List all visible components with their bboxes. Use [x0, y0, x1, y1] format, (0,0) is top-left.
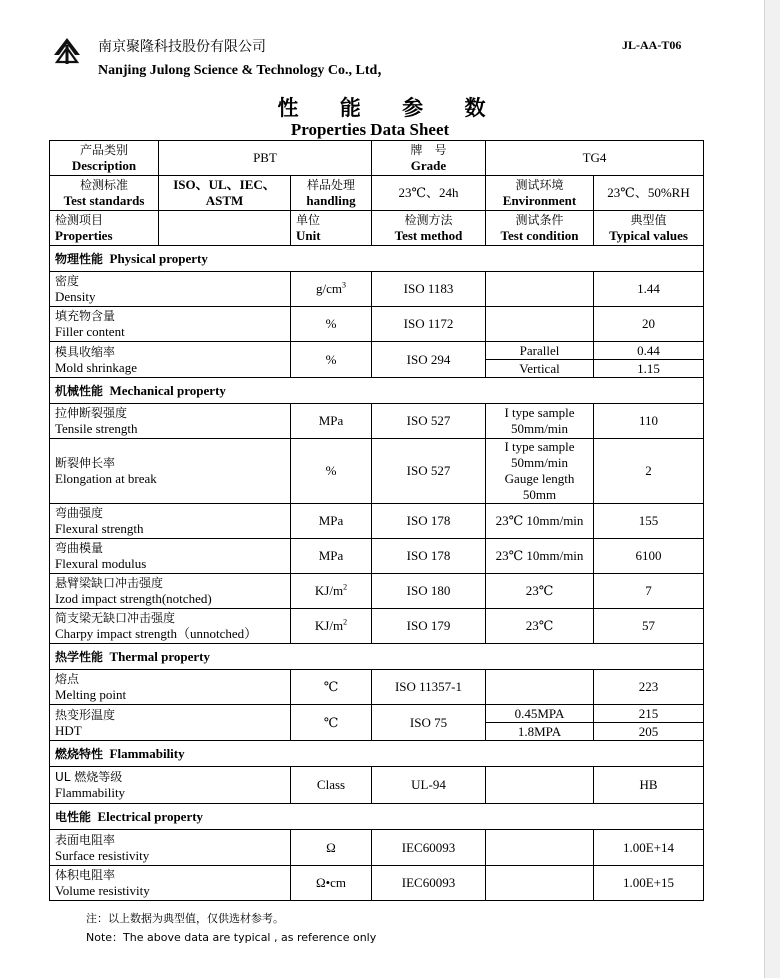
section-thermal-cn: 热学性能 — [55, 649, 104, 664]
table-row-tensile — [50, 404, 704, 439]
hdt-condition-18: 1.8MPA — [486, 723, 594, 741]
standards-value-line1: ISO、UL、IEC、 — [173, 177, 276, 192]
standards-label-en: Test standards — [63, 193, 145, 208]
col-method-en: Test method — [394, 228, 463, 243]
col-condition-en: Test condition — [500, 228, 579, 243]
col-properties-en: Properties — [55, 228, 113, 243]
document-code: JL-AA-T06 — [622, 38, 682, 52]
shrinkage-value-vertical: 1.15 — [594, 360, 704, 378]
volume-res-unit: Ω•cm — [291, 866, 372, 901]
col-condition-cn: 测试条件 — [515, 213, 564, 227]
density-name-cn: 密度 — [55, 274, 80, 288]
section-electrical-en: Electrical property — [97, 808, 204, 824]
grade-value: TG4 — [486, 141, 704, 176]
tensile-condition-line2: 50mm/min — [510, 421, 569, 436]
standards-label-cn: 检测标准 — [79, 178, 128, 192]
tensile-name-cn: 拉伸断裂强度 — [55, 406, 128, 420]
section-flammability — [50, 741, 704, 767]
description-value: PBT — [159, 141, 372, 176]
handling-label-en: handling — [306, 193, 356, 208]
table-row-elongation — [50, 439, 704, 504]
charpy-unit-sup: 2 — [343, 617, 348, 627]
elongation-value: 2 — [594, 439, 704, 504]
surface-res-value: 1.00E+14 — [594, 830, 704, 866]
table-row-melting — [50, 670, 704, 705]
surface-res-name-en: Surface resistivity — [55, 847, 150, 863]
flex-modulus-unit: MPa — [291, 539, 372, 574]
hdt-name-en: HDT — [55, 722, 82, 738]
flex-modulus-value: 6100 — [594, 539, 704, 574]
elongation-condition-line3: Gauge length 50mm — [504, 471, 575, 502]
filler-name-en: Filler content — [55, 324, 125, 339]
shrinkage-condition-vertical: Vertical — [486, 360, 594, 378]
filler-name-cn: 填充物含量 — [55, 309, 116, 323]
col-typical-en: Typical values — [609, 228, 688, 243]
section-mechanical-en: Mechanical property — [109, 382, 226, 398]
flex-strength-unit: MPa — [291, 504, 372, 539]
standards-value-line2: ASTM — [205, 193, 244, 208]
izod-unit-text: KJ/m — [314, 583, 344, 598]
elongation-unit: % — [291, 439, 372, 504]
tensile-value: 110 — [594, 404, 704, 439]
surface-res-condition — [486, 830, 594, 866]
elongation-method: ISO 527 — [372, 439, 486, 504]
surface-res-method: IEC60093 — [372, 830, 486, 866]
flex-strength-name-cn: 弯曲强度 — [55, 506, 104, 520]
izod-value: 7 — [594, 574, 704, 609]
filler-unit: % — [291, 307, 372, 342]
ul-method: UL-94 — [372, 767, 486, 804]
info-row-description — [50, 141, 704, 176]
environment-value: 23℃、50%RH — [594, 176, 704, 211]
tensile-unit: MPa — [291, 404, 372, 439]
density-value: 1.44 — [594, 272, 704, 307]
col-typical-cn: 典型值 — [630, 213, 667, 227]
title-en: Properties Data Sheet — [290, 120, 450, 139]
charpy-name-en: Charpy impact strength（unnotched） — [55, 626, 258, 641]
hdt-value-18: 205 — [594, 723, 704, 741]
density-method: ISO 1183 — [372, 272, 486, 307]
tensile-name-en: Tensile strength — [55, 421, 138, 436]
melting-unit: ℃ — [291, 670, 372, 705]
ul-name-cn: UL 燃烧等级 — [55, 770, 123, 784]
title-cn: 性 能 参 数 — [277, 96, 503, 120]
density-name-en: Density — [55, 289, 96, 304]
section-mechanical-cn: 机械性能 — [55, 383, 104, 398]
flex-modulus-name-cn: 弯曲模量 — [55, 541, 104, 555]
section-physical-cn: 物理性能 — [55, 251, 104, 266]
table-row-density — [50, 272, 704, 307]
col-properties-cn: 检测项目 — [55, 213, 104, 227]
ul-value: HB — [594, 767, 704, 804]
density-condition — [486, 272, 594, 307]
melting-value: 223 — [594, 670, 704, 705]
section-electrical — [50, 804, 704, 830]
ul-name-en: Flammability — [55, 785, 126, 800]
izod-name-cn: 悬臂梁缺口冲击强度 — [55, 576, 164, 590]
col-method-cn: 检测方法 — [404, 213, 453, 227]
handling-value: 23℃、24h — [372, 176, 486, 211]
filler-condition — [486, 307, 594, 342]
table-row-flex-modulus — [50, 539, 704, 574]
col-unit-en: Unit — [296, 228, 321, 243]
col-unit-cn: 单位 — [296, 213, 321, 227]
section-physical — [50, 246, 704, 272]
shrinkage-name-en: Mold shrinkage — [55, 359, 137, 375]
ul-unit: Class — [291, 767, 372, 804]
flex-strength-condition: 23℃ 10mm/min — [486, 504, 594, 539]
handling-label-cn: 样品处理 — [306, 178, 355, 192]
section-mechanical — [50, 378, 704, 404]
table-row-filler — [50, 307, 704, 342]
company-name-en: Nanjing Julong Science & Technology Co., Ltd， — [98, 63, 392, 78]
melting-condition — [486, 670, 594, 705]
hdt-condition-045: 0.45MPA — [486, 705, 594, 723]
table-row-hdt — [50, 705, 704, 723]
note-cn: 注：以上数据为典型值，仅供选材参考。 — [86, 912, 284, 925]
melting-method: ISO 11357-1 — [372, 670, 486, 705]
description-label-cn: 产品类别 — [79, 143, 128, 157]
flex-strength-name-en: Flexural strength — [55, 521, 144, 536]
page-edge — [764, 0, 780, 978]
filler-value: 20 — [594, 307, 704, 342]
surface-res-name-cn: 表面电阻率 — [55, 832, 116, 847]
table-row-shrinkage — [50, 342, 704, 360]
charpy-unit-text: KJ/m — [314, 618, 344, 633]
tensile-condition-line1: I type sample — [504, 405, 575, 420]
izod-method: ISO 180 — [372, 574, 486, 609]
volume-res-value: 1.00E+15 — [594, 866, 704, 901]
izod-unit-sup: 2 — [343, 582, 348, 592]
table-row-volume-resistivity — [50, 866, 704, 901]
table-row-charpy — [50, 609, 704, 644]
hdt-unit: ℃ — [291, 705, 372, 741]
flex-modulus-method: ISO 178 — [372, 539, 486, 574]
grade-label-cn: 牌 号 — [410, 143, 447, 157]
charpy-method: ISO 179 — [372, 609, 486, 644]
shrinkage-method: ISO 294 — [372, 342, 486, 378]
shrinkage-name-cn: 模具收缩率 — [55, 344, 116, 359]
charpy-unit — [291, 609, 372, 644]
section-flammability-cn: 燃烧特性 — [55, 746, 104, 761]
shrinkage-unit: % — [291, 342, 372, 378]
volume-res-method: IEC60093 — [372, 866, 486, 901]
charpy-name-cn: 简支梁无缺口冲击强度 — [55, 611, 176, 625]
environment-label-cn: 测试环境 — [515, 178, 564, 192]
elongation-condition-line2: 50mm/min — [510, 455, 569, 470]
company-name-cn: 南京聚隆科技股份有限公司 — [98, 39, 266, 55]
density-unit-sup: 3 — [342, 280, 346, 290]
tensile-method: ISO 527 — [372, 404, 486, 439]
izod-name-en: Izod impact strength(notched) — [55, 591, 212, 606]
grade-label-en: Grade — [410, 158, 447, 173]
table-row-ul — [50, 767, 704, 804]
shrinkage-condition-parallel: Parallel — [486, 342, 594, 360]
filler-method: ISO 1172 — [372, 307, 486, 342]
volume-res-name-cn: 体积电阻率 — [55, 868, 116, 882]
flex-strength-method: ISO 178 — [372, 504, 486, 539]
melting-name-en: Melting point — [55, 687, 127, 702]
density-unit — [291, 272, 372, 307]
ul-condition — [486, 767, 594, 804]
properties-table — [49, 140, 704, 901]
charpy-condition: 23℃ — [486, 609, 594, 644]
elongation-condition-line1: I type sample — [504, 439, 575, 454]
elongation-name-cn: 断裂伸长率 — [55, 456, 116, 470]
table-row-surface-resistivity — [50, 830, 704, 866]
section-physical-en: Physical property — [109, 250, 208, 266]
section-electrical-cn: 电性能 — [55, 809, 92, 824]
charpy-value: 57 — [594, 609, 704, 644]
shrinkage-value-parallel: 0.44 — [594, 342, 704, 360]
table-row-izod — [50, 574, 704, 609]
density-unit-text: g/cm — [316, 281, 342, 296]
environment-label-en: Environment — [502, 193, 577, 208]
hdt-method: ISO 75 — [372, 705, 486, 741]
flex-strength-value: 155 — [594, 504, 704, 539]
section-flammability-en: Flammability — [109, 745, 185, 761]
volume-res-condition — [486, 866, 594, 901]
surface-res-unit: Ω — [291, 830, 372, 866]
note-en: Note：The above data are typical , as reference only — [86, 931, 377, 944]
flex-modulus-condition: 23℃ 10mm/min — [486, 539, 594, 574]
izod-condition: 23℃ — [486, 574, 594, 609]
info-row-standards — [50, 176, 704, 211]
description-label-en: Description — [71, 158, 137, 173]
flex-modulus-name-en: Flexural modulus — [55, 556, 147, 571]
volume-res-name-en: Volume resistivity — [55, 883, 150, 898]
column-header-row — [50, 211, 704, 246]
section-thermal — [50, 644, 704, 670]
melting-name-cn: 熔点 — [55, 672, 80, 686]
elongation-name-en: Elongation at break — [55, 471, 157, 486]
pine-tree-logo-icon — [53, 36, 81, 64]
table-row-flex-strength — [50, 504, 704, 539]
section-thermal-en: Thermal property — [109, 648, 211, 664]
hdt-value-045: 215 — [594, 705, 704, 723]
izod-unit — [291, 574, 372, 609]
hdt-name-cn: 热变形温度 — [55, 707, 116, 722]
